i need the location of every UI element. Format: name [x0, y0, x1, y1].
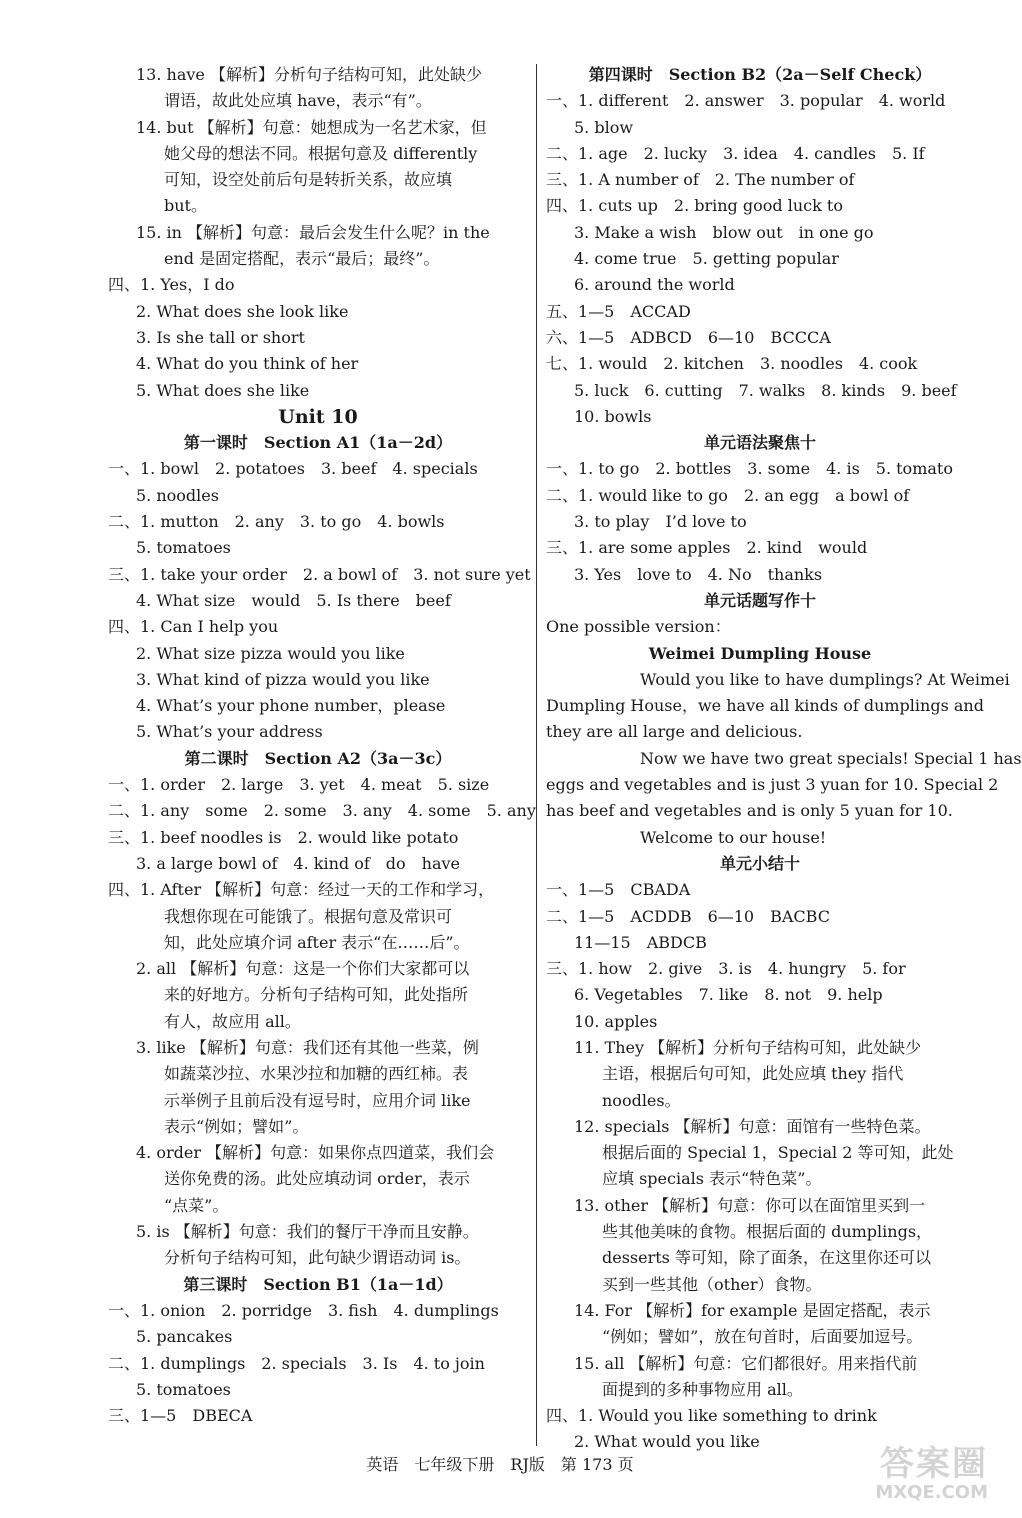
answer-line: 2. all 【解析】句意：这是一个你们大家都可以	[136, 959, 470, 979]
answer-line: 四、1. After 【解析】句意：经过一天的工作和学习，	[108, 880, 495, 900]
answer-line: end 是固定搭配，表示“最后；最终”。	[164, 249, 440, 269]
answer-line: 一、1. to go 2. bottles 3. some 4. is 5. tomato	[546, 459, 953, 479]
watermark-url: MXQE.COM	[875, 1482, 988, 1503]
answer-line: 2. What size pizza would you like	[136, 643, 405, 663]
answer-line: has beef and vegetables and is only 5 yuan for 10.	[546, 801, 953, 821]
section-heading: 第一课时 Section A1（1a－2d）	[183, 433, 453, 453]
answer-line: 10. apples	[574, 1011, 658, 1031]
answer-line: 分析句子结构可知，此句缺少谓语动词 is。	[164, 1248, 471, 1268]
answer-line: Would you like to have dumplings? At Weimei	[640, 669, 1010, 689]
answer-line: 5. tomatoes	[136, 1379, 231, 1399]
answer-line: 4. order 【解析】句意：如果你点四道菜，我们会	[136, 1143, 495, 1163]
answer-line: One possible version：	[546, 617, 731, 637]
section-heading: 单元小结十	[719, 853, 800, 873]
answer-line: 三、1. beef noodles is 2. would like potato	[108, 827, 459, 847]
answer-line: 3. Yes love to 4. No thanks	[574, 564, 823, 584]
answer-line: 有人，故应用 all。	[164, 1011, 301, 1031]
answer-line: 3. What kind of pizza would you like	[136, 669, 430, 689]
answer-line: Now we have two great specials! Special 1 has	[640, 748, 1022, 768]
answer-line: 四、1. cuts up 2. bring good luck to	[546, 196, 843, 216]
answer-line: 13. other 【解析】句意：你可以在面馆里买到一	[574, 1195, 926, 1215]
answer-line: 谓语，故此处应填 have，表示“有”。	[164, 91, 432, 111]
answer-line: 3. like 【解析】句意：我们还有其他一些菜，例	[136, 1037, 479, 1057]
answer-line: 一、1—5 CBADA	[546, 880, 691, 900]
page-footer: 英语 七年级下册 RJ版 第 173 页	[366, 1455, 634, 1474]
answer-line: “例如；譬如”，放在句首时，后面要加逗号。	[602, 1327, 923, 1347]
answer-line: 五、1—5 ACCAD	[546, 301, 691, 321]
answer-line: 15. all 【解析】句意：它们都很好。用来指代前	[574, 1353, 918, 1373]
answer-line: 3. Is she tall or short	[136, 327, 305, 347]
column-divider	[536, 64, 537, 1446]
section-heading: 单元语法聚焦十	[703, 433, 816, 453]
answer-line: 5. What’s your address	[136, 722, 323, 742]
answer-line: 15. in 【解析】句意：最后会发生什么呢？in the	[136, 222, 490, 242]
answer-line: 三、1. are some apples 2. kind would	[546, 538, 868, 558]
answer-line: 四、1. Can I help you	[108, 617, 279, 637]
answer-line: 二、1. age 2. lucky 3. idea 4. candles 5. If	[546, 143, 925, 163]
answer-line: desserts 等可知，除了面条，在这里你还可以	[602, 1248, 931, 1268]
answer-line: 5. pancakes	[136, 1327, 233, 1347]
answer-line: 一、1. order 2. large 3. yet 4. meat 5. size	[108, 775, 490, 795]
answer-line: 面提到的多种事物应用 all。	[602, 1379, 803, 1399]
answer-line: but。	[164, 196, 207, 216]
answer-line: 11. They 【解析】分析句子结构可知，此处缺少	[574, 1037, 922, 1057]
answer-line: 14. For 【解析】for example 是固定搭配，表示	[574, 1300, 931, 1320]
answer-line: eggs and vegetables and is just 3 yuan for 10. Special 2	[546, 775, 999, 795]
watermark-text: 答案圈	[880, 1444, 988, 1484]
answer-line: 知，此处应填介词 after 表示“在……后”。	[164, 932, 470, 952]
answer-line: 来的好地方。分析句子结构可知，此处指所	[164, 985, 469, 1005]
answer-line: 三、1. how 2. give 3. is 4. hungry 5. for	[546, 959, 906, 979]
watermark-logo	[818, 1445, 988, 1507]
answer-line: 6. Vegetables 7. like 8. not 9. help	[574, 985, 883, 1005]
section-heading: Unit 10	[278, 405, 358, 428]
answer-line: 主语，根据后句可知，此处应填 they 指代	[602, 1064, 904, 1084]
answer-line: 买到一些其他（other）食物。	[602, 1274, 822, 1294]
answer-line: 14. but 【解析】句意：她想成为一名艺术家，但	[136, 117, 487, 137]
answer-line: 4. What’s your phone number，please	[136, 696, 446, 716]
answer-line: 10. bowls	[574, 406, 652, 426]
answer-line: 3. Make a wish blow out in one go	[574, 222, 874, 242]
answer-line: 示举例子且前后没有逗号时，应用介词 like	[164, 1090, 471, 1110]
answer-line: 3. to play I’d love to	[574, 512, 747, 532]
answer-line: 11—15 ABDCB	[574, 932, 707, 952]
answer-line: 她父母的想法不同。根据句意及 differently	[164, 143, 478, 163]
answer-line: 七、1. would 2. kitchen 3. noodles 4. cook	[546, 354, 918, 374]
answer-line: 二、1. any some 2. some 3. any 4. some 5. any	[108, 801, 536, 821]
answer-line: “点菜”。	[164, 1195, 229, 1215]
answer-line: 三、1. take your order 2. a bowl of 3. not sure yet	[108, 564, 531, 584]
section-heading: 第三课时 Section B1（1a－1d）	[183, 1274, 453, 1294]
answer-line: 根据后面的 Special 1，Special 2 等可知，此处	[602, 1143, 954, 1163]
right-column	[546, 62, 1022, 1456]
answer-line: 二、1—5 ACDDB 6—10 BACBC	[546, 906, 830, 926]
answer-line: 我想你现在可能饿了。根据句意及常识可	[164, 906, 453, 926]
answer-line: 一、1. different 2. answer 3. popular 4. world	[546, 91, 946, 111]
answer-line: 4. come true 5. getting popular	[574, 249, 839, 269]
answer-line: 二、1. dumplings 2. specials 3. Is 4. to join	[108, 1353, 485, 1373]
answer-line: 三、1—5 DBECA	[108, 1406, 253, 1426]
answer-line: Dumpling House，we have all kinds of dumplings and	[546, 696, 984, 716]
answer-line: 4. What size would 5. Is there beef	[136, 590, 451, 610]
answer-line: 一、1. bowl 2. potatoes 3. beef 4. specials	[108, 459, 478, 479]
answer-line: they are all large and delicious.	[546, 722, 803, 742]
answer-line: 应填 specials 表示“特色菜”。	[602, 1169, 822, 1189]
section-heading: Weimei Dumpling House	[648, 643, 872, 663]
answer-line: 表示“例如；譬如”。	[164, 1116, 309, 1136]
left-column	[108, 62, 536, 1429]
answer-line: 可知，设空处前后句是转折关系，故应填	[164, 170, 453, 190]
answer-line: 5. luck 6. cutting 7. walks 8. kinds 9. beef	[574, 380, 957, 400]
answer-line: 2. What does she look like	[136, 301, 349, 321]
answer-line: 六、1—5 ADBCD 6—10 BCCCA	[546, 327, 831, 347]
answer-line: 6. around the world	[574, 275, 735, 295]
answer-line: 四、1. Would you like something to drink	[546, 1406, 877, 1426]
answer-line: 5. What does she like	[136, 380, 310, 400]
answer-line: 5. tomatoes	[136, 538, 231, 558]
answer-line: 2. What would you like	[574, 1432, 760, 1452]
answer-line: 些其他美味的食物。根据后面的 dumplings，	[602, 1222, 933, 1242]
answer-line: 5. blow	[574, 117, 634, 137]
answer-line: 四、1. Yes，I do	[108, 275, 235, 295]
answer-line: 4. What do you think of her	[136, 354, 359, 374]
answer-line: 13. have 【解析】分析句子结构可知，此处缺少	[136, 65, 482, 84]
answer-line: 二、1. mutton 2. any 3. to go 4. bowls	[108, 512, 445, 532]
answer-line: 三、1. A number of 2. The number of	[546, 170, 855, 190]
section-heading: 单元话题写作十	[703, 590, 816, 610]
answer-line: 3. a large bowl of 4. kind of do have	[136, 853, 460, 873]
answer-line: 二、1. would like to go 2. an egg a bowl of	[546, 485, 910, 505]
answer-line: 12. specials 【解析】句意：面馆有一些特色菜。	[574, 1116, 931, 1136]
answer-line: Welcome to our house!	[640, 827, 827, 847]
answer-line: noodles。	[602, 1090, 681, 1110]
answer-line: 如蔬菜沙拉、水果沙拉和加糖的西红柿。表	[164, 1064, 469, 1084]
answer-line: 送你免费的汤。此处应填动词 order，表示	[164, 1169, 470, 1189]
answer-line: 一、1. onion 2. porridge 3. fish 4. dumplings	[108, 1300, 499, 1320]
answer-line: 5. noodles	[136, 485, 219, 505]
section-heading: 第四课时 Section B2（2a－Self Check）	[588, 65, 932, 84]
answer-line: 5. is 【解析】句意：我们的餐厅干净而且安静。	[136, 1222, 479, 1242]
section-heading: 第二课时 Section A2（3a－3c）	[184, 748, 452, 768]
